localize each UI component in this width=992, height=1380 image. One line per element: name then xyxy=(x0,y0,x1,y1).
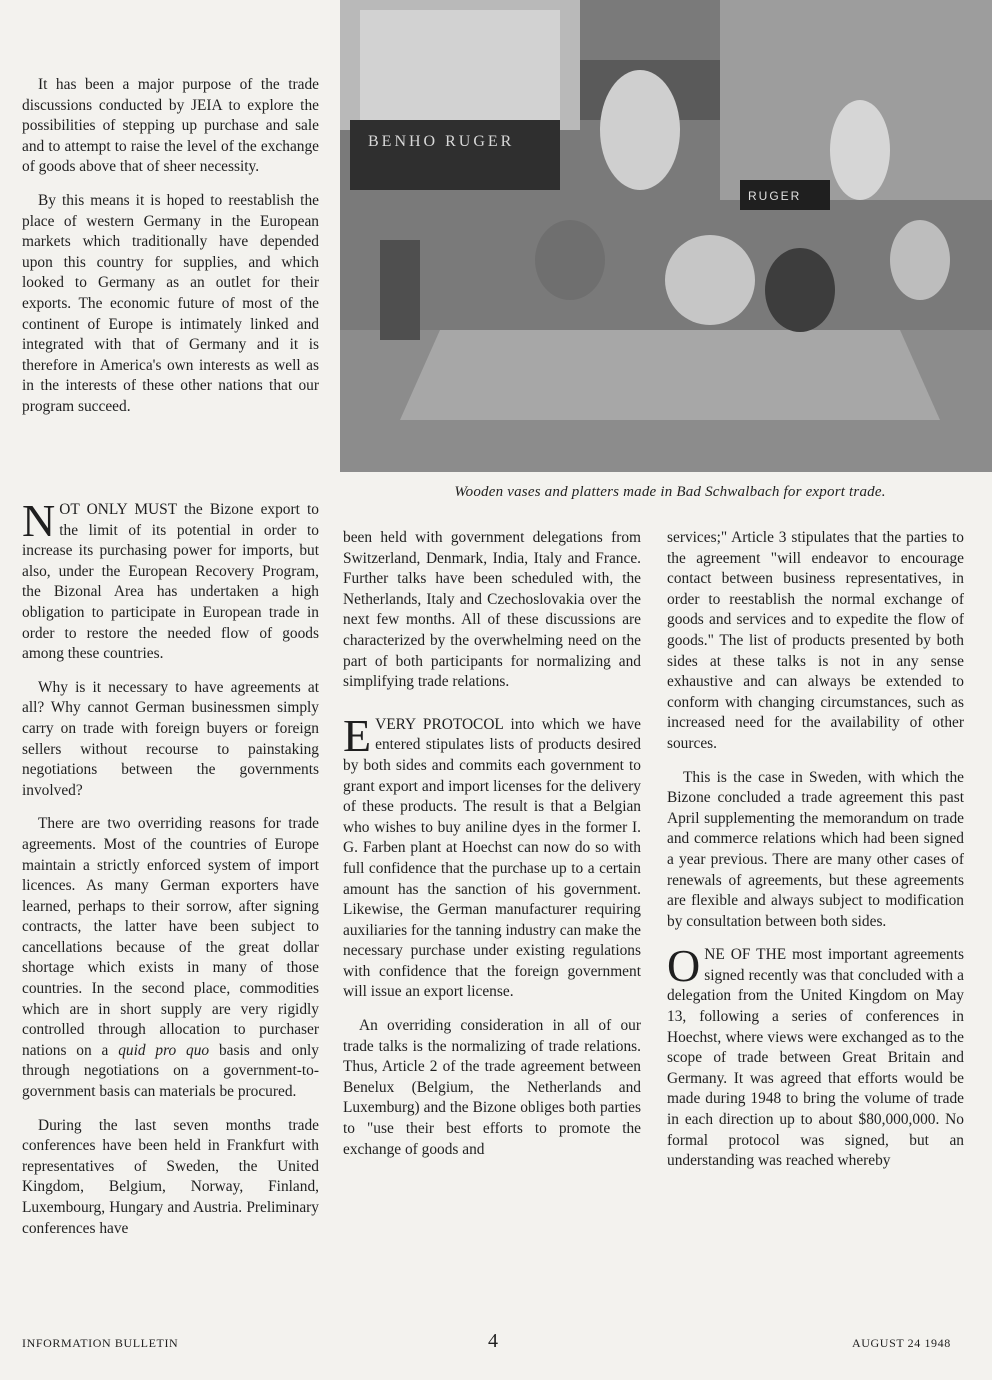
text-run: There are two overriding reasons for trade agreements. Most of the countries of Europe maintain a strictly enforced system of import licences. As many German exporters have learned, perhaps to their sorrow, after signing contracts, the latter have been subject to cancellations because of the great dollar shortage which exists in many of those countries. In the second place, commodities which are in short supply are very rigidly controlled through allocation to purchaser nations on a xyxy=(22,815,319,1059)
exhibit-photo xyxy=(340,0,992,472)
lead-text: VERY PROTOCOL into which we have entered stipulates lists of products desired by both sides and commits each government to grant export and import licenses for the delivery of these products. The result is that a Belgian who wishes to buy aniline dyes in the former I. G. Farben plant at Hoechst can now do so with full confidence that the purchase up to a certain amount has the sanction of his government. Likewise, the German manufacturer requiring auxiliaries for the tanning industry can make the necessary purchase under existing regulations with confidence that the foreign government will issue an export license. xyxy=(343,715,641,1001)
lead-text: OT ONLY MUST the Bizone export to the limit of its potential in order to increase its purchasing power for imports, but also, under the European Recovery Program, the Bizonal Area has undertaken a high obligation to participate in European trade in order to restore the needed flow of goods among these countries. xyxy=(22,501,319,663)
sub-sign-text: RUGER xyxy=(748,189,802,203)
dropcap-paragraph xyxy=(667,940,964,1172)
paragraph xyxy=(22,814,319,1102)
column-2 xyxy=(343,528,641,1173)
paragraph: It has been a major purpose of the trade discussions conducted by JEIA to explore the possibilities of stepping up purchase and sale and to attempt to raise the level of the exchange of goods above that of sheer necessity. xyxy=(22,76,319,176)
sign-text: BENHO RUGER xyxy=(368,133,515,150)
paragraph: Why is it necessary to have agreements at all? Why cannot German businessmen simply carry on trade with foreign buyers or foreign sellers without recourse to painstaking negotiations between the governments involved? xyxy=(22,678,319,799)
column-1 xyxy=(22,495,319,1252)
paragraph: been held with government delegations from Switzerland, Denmark, India, Italy and France. Further talks have been scheduled with, the Netherlands, Italy and Czechoslovakia over the next few months. All of these discussions are characterized by the overwhelming need on the part of both participants for normalizing and simplifying trade relations. xyxy=(343,529,641,691)
page-number: 4 xyxy=(488,1330,499,1352)
text-run: basis and only through negotiations on a government-to-government basis can materials be procured. xyxy=(22,1041,319,1101)
dropcap-paragraph xyxy=(22,495,319,665)
publication-name: INFORMATION BULLETIN xyxy=(22,1336,179,1350)
drop-cap: N xyxy=(22,495,56,546)
drop-cap: O xyxy=(667,940,701,992)
paragraph: services;" Article 3 stipulates that the parties to the agreement "will endeavor to encourage contact between business representatives, in order to reestablish the normal exchange of goods and services and to expedite the flow of goods." The list of products presented by both sides at these talks is not in any sense exhaustive and can always be extended to conform with changing circumstances, such as increased need for the availability of other sources. xyxy=(667,529,964,752)
column-1-top xyxy=(22,75,319,431)
paragraph: By this means it is hoped to reestablish the place of western Germany in the European markets which traditionally have depended upon this country for supplies, and which looked to Germany as an outlet for their exports. The economic future of most of the continent of Europe is intimately linked and integrated with that of Germany and it is therefore in America's own interests as well as in the interests of these other nations that our program succeed. xyxy=(22,191,319,415)
photo-illustration xyxy=(340,0,992,472)
italic-text: quid pro quo xyxy=(118,1041,210,1059)
photo-caption: Wooden vases and platters made in Bad Schwalbach for export trade. xyxy=(454,484,886,500)
paragraph: During the last seven months trade conferences have been held in Frankfurt with representatives of Sweden, the United Kingdom, Belgium, Norway, Finland, Luxembourg, Hungary and Austria. Preliminary conferences have xyxy=(22,1116,319,1237)
dropcap-paragraph xyxy=(343,709,641,1003)
paragraph: An overriding consideration in all of our trade talks is the normalizing of trade relations. Thus, Article 2 of the trade agreement between Benelux (Belgium, the Netherlands and Luxemburg) and the Bizone obliges both parties to "use their best efforts to promote the exchange of goods and xyxy=(343,1017,641,1158)
issue-date: AUGUST 24 1948 xyxy=(852,1336,951,1350)
lead-text: NE OF THE most important agreements signed recently was that concluded with a delegation from the United Kingdom on May 13, following a series of conferences in Hoechst, where views were exchanged as to the scope of trade between Great Britain and Germany. It was agreed that efforts would be made during 1948 to bring the volume of trade in each direction up to about $80,000,000. No formal protocol was signed, but an understanding was reached whereby xyxy=(667,946,964,1170)
drop-cap: E xyxy=(343,709,372,761)
paragraph: This is the case in Sweden, with which the Bizone concluded a trade agreement this past April supplementing the memorandum on trade and commerce relations which had been signed a year previous. There are many other cases of renewals of agreements, but these agreements are flexible and always subject to modification by consultation between both sides. xyxy=(667,768,964,930)
column-3 xyxy=(667,528,964,1185)
